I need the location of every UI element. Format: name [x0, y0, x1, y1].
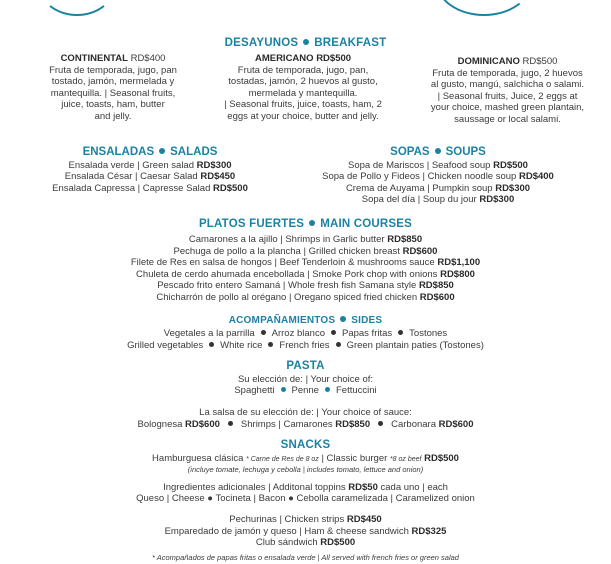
- pasta-sauces: Bolognesa RD$600 Shrimps | Camarones RD$850 Carbonara RD$600: [137, 419, 474, 430]
- bullet: [228, 421, 233, 426]
- menu-item: Pechurinas | Chicken strips RD$450: [229, 514, 382, 525]
- menu-item: Sopa del día | Soup du jour RD$300: [361, 194, 515, 206]
- sides-row-es: Vegetales a la parrilla Arroz blanco Papas fritas Tostones: [163, 328, 448, 339]
- salads-section: [30, 147, 270, 194]
- bullet: [281, 387, 286, 392]
- menu-item: Club sándwich RD$500: [255, 537, 356, 549]
- snack-toppings-list: Queso | Cheese ● Tocineta | Bacon ● Cebolla caramelizada | Caramelized onion: [136, 493, 475, 504]
- bullet: [336, 342, 341, 347]
- logo-arc-right: [436, 0, 532, 16]
- menu-item: Sopa de Pollo y Fideos | Chicken noodle soup RD$400: [322, 171, 554, 183]
- pasta-choice-label: Su elección de: | Your choice of:: [237, 374, 374, 385]
- mains-list: [0, 234, 611, 304]
- menu-item: Ensalada Capressa | Capresse Salad RD$500: [52, 182, 248, 194]
- pasta-heading: PASTA: [286, 360, 325, 372]
- heading-dot: [309, 220, 315, 226]
- heading-dot: [303, 39, 309, 45]
- menu-item: Emparedado de jamón y queso | Ham & cheese sandwich RD$325: [164, 525, 447, 537]
- snack-burger: Hamburguesa clásica * Carne de Res de 8 oz | Classic burger *8 oz beef RD$500: [152, 453, 459, 464]
- menu-item: Camarones a la ajillo | Shrimps in Garlic butter RD$850: [188, 234, 423, 245]
- bullet: [261, 330, 266, 335]
- menu-item: Chuleta de cerdo ahumada encebollada | Smoke Pork chop with onions RD$800: [136, 268, 475, 280]
- soups-heading: SOPAS SOUPS: [390, 146, 486, 158]
- menu-item: Ensalada verde | Green salad RD$300: [68, 159, 232, 171]
- snacks-list: [0, 514, 611, 549]
- pasta-sauce-label: La salsa de su elección de: | Your choice of sauce:: [199, 407, 412, 418]
- breakfast-heading: DESAYUNOS BREAKFAST: [224, 37, 387, 49]
- salads-heading: ENSALADAS SALADS: [82, 146, 218, 158]
- snacks-footnote: * Acompañados de papas fritas o ensalada verde | All served with french fries or green salad: [152, 553, 459, 562]
- pasta-types: Spaghetti Penne Fettuccini: [234, 385, 377, 396]
- soups-section: [288, 147, 588, 206]
- sides-heading: ACOMPAÑAMIENTOS SIDES: [228, 315, 383, 326]
- snacks-heading: SNACKS: [280, 439, 331, 451]
- snack-burger-includes: (incluye tomate, lechuga y cebolla | includes tomato, lettuce and onion): [187, 465, 424, 474]
- bullet: [331, 330, 336, 335]
- menu-item: Chicharrón de pollo al orégano | Oregano spiced fried chicken RD$600: [156, 291, 455, 303]
- sides-row-en: Grilled vegetables White rice French fries Green plantain paties (Tostones): [127, 340, 484, 351]
- breakfast-continental: CONTINENTAL RD$400 Fruta de temporada, jugo, pan tostado, jamón, mermelada y mantequilla. | Seasonal fruits, juice, toasts, ham, butter and jelly.: [49, 53, 177, 122]
- snack-toppings: Ingredientes adicionales | Additonal toppins RD$50 cada uno | each: [163, 482, 448, 493]
- breakfast-americano: AMERICANO RD$500 Fruta de temporada, jugo, pan, tostadas, jamón, 2 huevos al gusto, mermelada y mantequilla. | Seasonal fruits, juice, toasts, ham, 2 eggs at your choice, butter and jelly.: [224, 53, 382, 122]
- menu-item: Pechuga de pollo a la plancha | Grilled chicken breast RD$600: [173, 245, 438, 257]
- bullet: [268, 342, 273, 347]
- menu-item: Pescado frito entero Samaná | Whole fresh fish Samana style RD$850: [157, 280, 454, 292]
- mains-heading: PLATOS FUERTES MAIN COURSES: [198, 218, 413, 230]
- menu-item: Ensalada César | Caesar Salad RD$450: [64, 171, 236, 183]
- menu-item: Sopa de Mariscos | Seafood soup RD$500: [348, 159, 528, 171]
- menu-item: Filete de Res en salsa de hongos | Beef Tenderloin & mushrooms sauce RD$1,100: [130, 257, 481, 269]
- bullet: [398, 330, 403, 335]
- bullet: [209, 342, 214, 347]
- heading-dot: [435, 148, 441, 154]
- breakfast-dominicano: DOMINICANO RD$500 Fruta de temporada, jugo, 2 huevos al gusto, mangú, salchicha o salami. | Seasonal fruits, Juice, 2 eggs at your choice, mashed green plantain, saussage or local salami.: [430, 56, 585, 125]
- menu-item: Crema de Auyama | Pumpkin soup RD$300: [345, 182, 531, 194]
- heading-dot: [340, 316, 346, 322]
- logo-arc-left: [40, 0, 114, 16]
- bullet: [378, 421, 383, 426]
- heading-dot: [159, 148, 165, 154]
- bullet: [325, 387, 330, 392]
